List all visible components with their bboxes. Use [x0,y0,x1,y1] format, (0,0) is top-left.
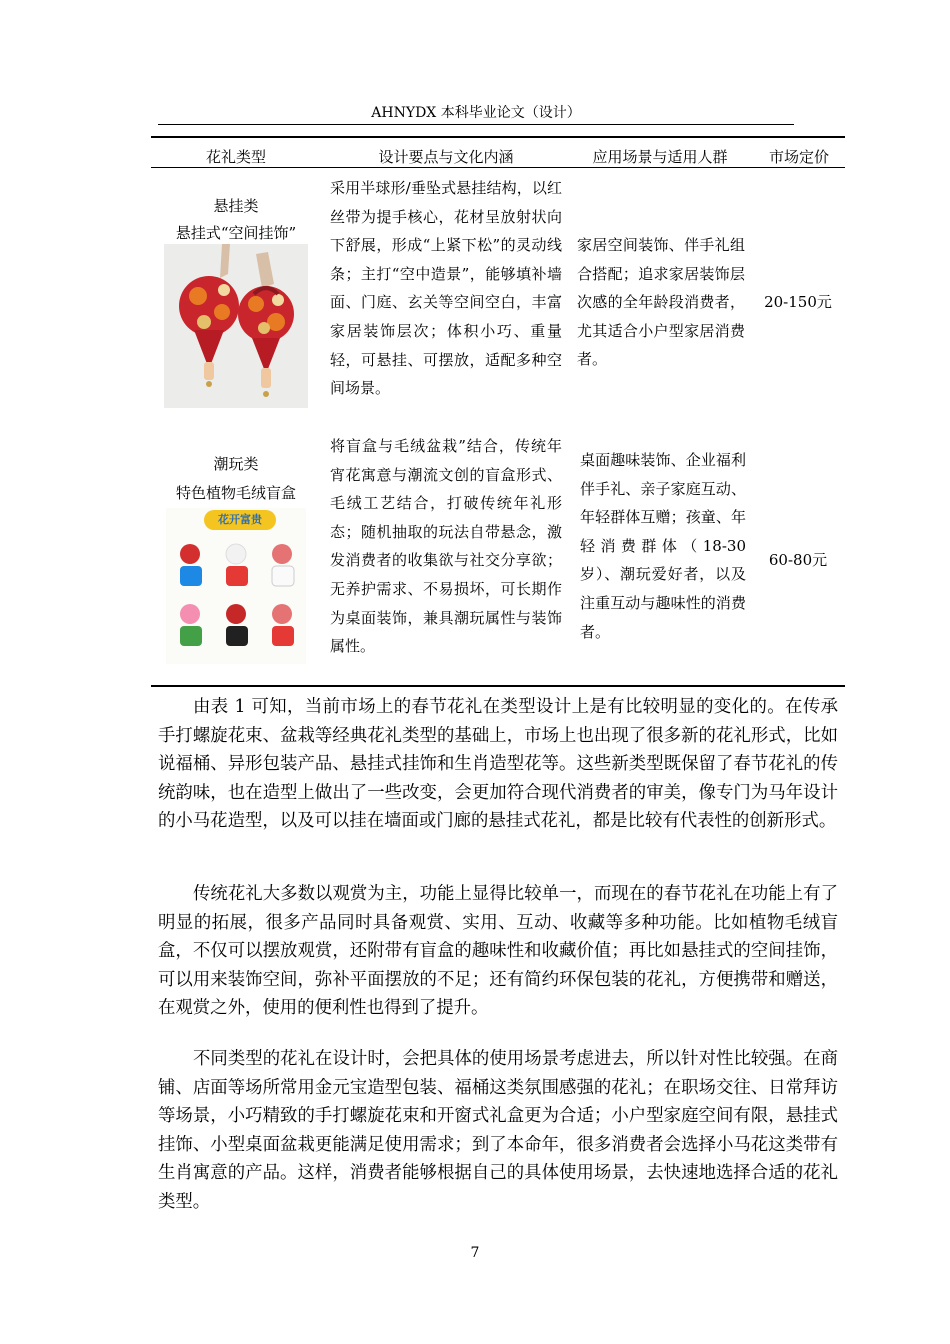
row2-name: 特色植物毛绒盲盒 [175,484,296,502]
column-header-price: 市场定价 [768,148,829,166]
body-paragraph-2: 传统花礼大多数以观赏为主，功能上显得比较单一，而现在的春节花礼在功能上有了明显的拓展，很多产品同时具备观赏、实用、互动、收藏等多种功能。比如植物毛绒盲盒，不仅可以摆放观赏，还附带有盲盒的趣味性和收藏价值；再比如悬挂式的空间挂饰，可以用来装饰空间，弥补平面摆放的不足；还有简约环保包装的花礼，方便携带和赠送，在观赏之外，使用的便利性也得到了提升。 [158,884,838,1019]
row1-category: 悬挂类 [213,197,259,215]
row2-scene: 桌面趣味装饰、企业福利伴手礼、亲子家庭互动、年轻群体互赠；孩童、年轻消费群体（18-30岁）、潮玩爱好者，以及注重互动与趣味性的消费者。 [580,451,746,641]
table-header-rule [151,167,845,168]
page-number: 7 [470,1245,480,1261]
table-bottom-rule [151,685,845,687]
table-top-rule [151,136,845,138]
body-paragraph-3: 不同类型的花礼在设计时，会把具体的使用场景考虑进去，所以针对性比较强。在商铺、店面等场所常用金元宝造型包装、福桶这类氛围感强的花礼；在职场交往、日常拜访等场景，小巧精致的手打螺旋花束和开窗式礼盒更为合适；小户型家庭空间有限，悬挂式挂饰、小型桌面盆栽更能满足使用需求；到了本命年，很多消费者会选择小马花这类带有生肖寓意的产品。这样，消费者能够根据自己的具体使用场景，去快速地选择合适的花礼类型。 [158,1049,838,1212]
plush-blind-box-photo [166,508,306,664]
row1-design: 采用半球形/垂坠式悬挂结构，以红丝带为提手核心，花材呈放射状向下舒展，形成“上紧下松”的灵动线条；主打“空中造景”，能够填补墙面、门庭、玄关等空间空白，丰富家居装饰层次；体积小巧、重量轻，可悬挂、可摆放，适配多种空间场景。 [330,179,562,398]
header-rule [158,124,794,125]
blind-box-logo: 花开富贵 [218,513,262,526]
row2-design: 将盲盒与毛绒盆栽”结合，传统年宵花寓意与潮流文创的盲盒形式、毛绒工艺结合，打破传统年礼形态；随机抽取的玩法自带悬念，激发消费者的收集欲与社交分享欲；无养护需求、不易损坏，可长期作为桌面装饰，兼具潮玩属性与装饰属性。 [330,437,562,656]
row1-scene: 家居空间装饰、伴手礼组合搭配；追求家居装饰层次感的全年龄段消费者，尤其适合小户型家居消费者。 [577,236,745,369]
body-paragraph-1: 由表 1 可知，当前市场上的春节花礼在类型设计上是有比较明显的变化的。在传承手打螺旋花束、盆栽等经典花礼类型的基础上，市场上也出现了很多新的花礼形式，比如说福桶、异形包装产品、悬挂式挂饰和生肖造型花等。这些新类型既保留了春节花礼的传统韵味，也在造型上做出了一些改变，会更加符合现代消费者的审美，像专门为马年设计的小马花造型，以及可以挂在墙面或门廊的悬挂式花礼，都是比较有代表性的创新形式。 [158,697,838,832]
column-header-design: 设计要点与文化内涵 [378,148,514,166]
column-header-scene: 应用场景与适用人群 [592,148,728,166]
row1-name: 悬挂式“空间挂饰” [175,224,297,242]
running-header: AHNYDX 本科毕业论文（设计） [371,105,581,121]
row2-price: 60-80元 [768,551,828,569]
column-header-type: 花礼类型 [205,148,266,166]
row2-category: 潮玩类 [213,455,259,473]
hanging-ornament-photo [164,244,308,408]
row1-price: 20-150元 [764,293,832,311]
